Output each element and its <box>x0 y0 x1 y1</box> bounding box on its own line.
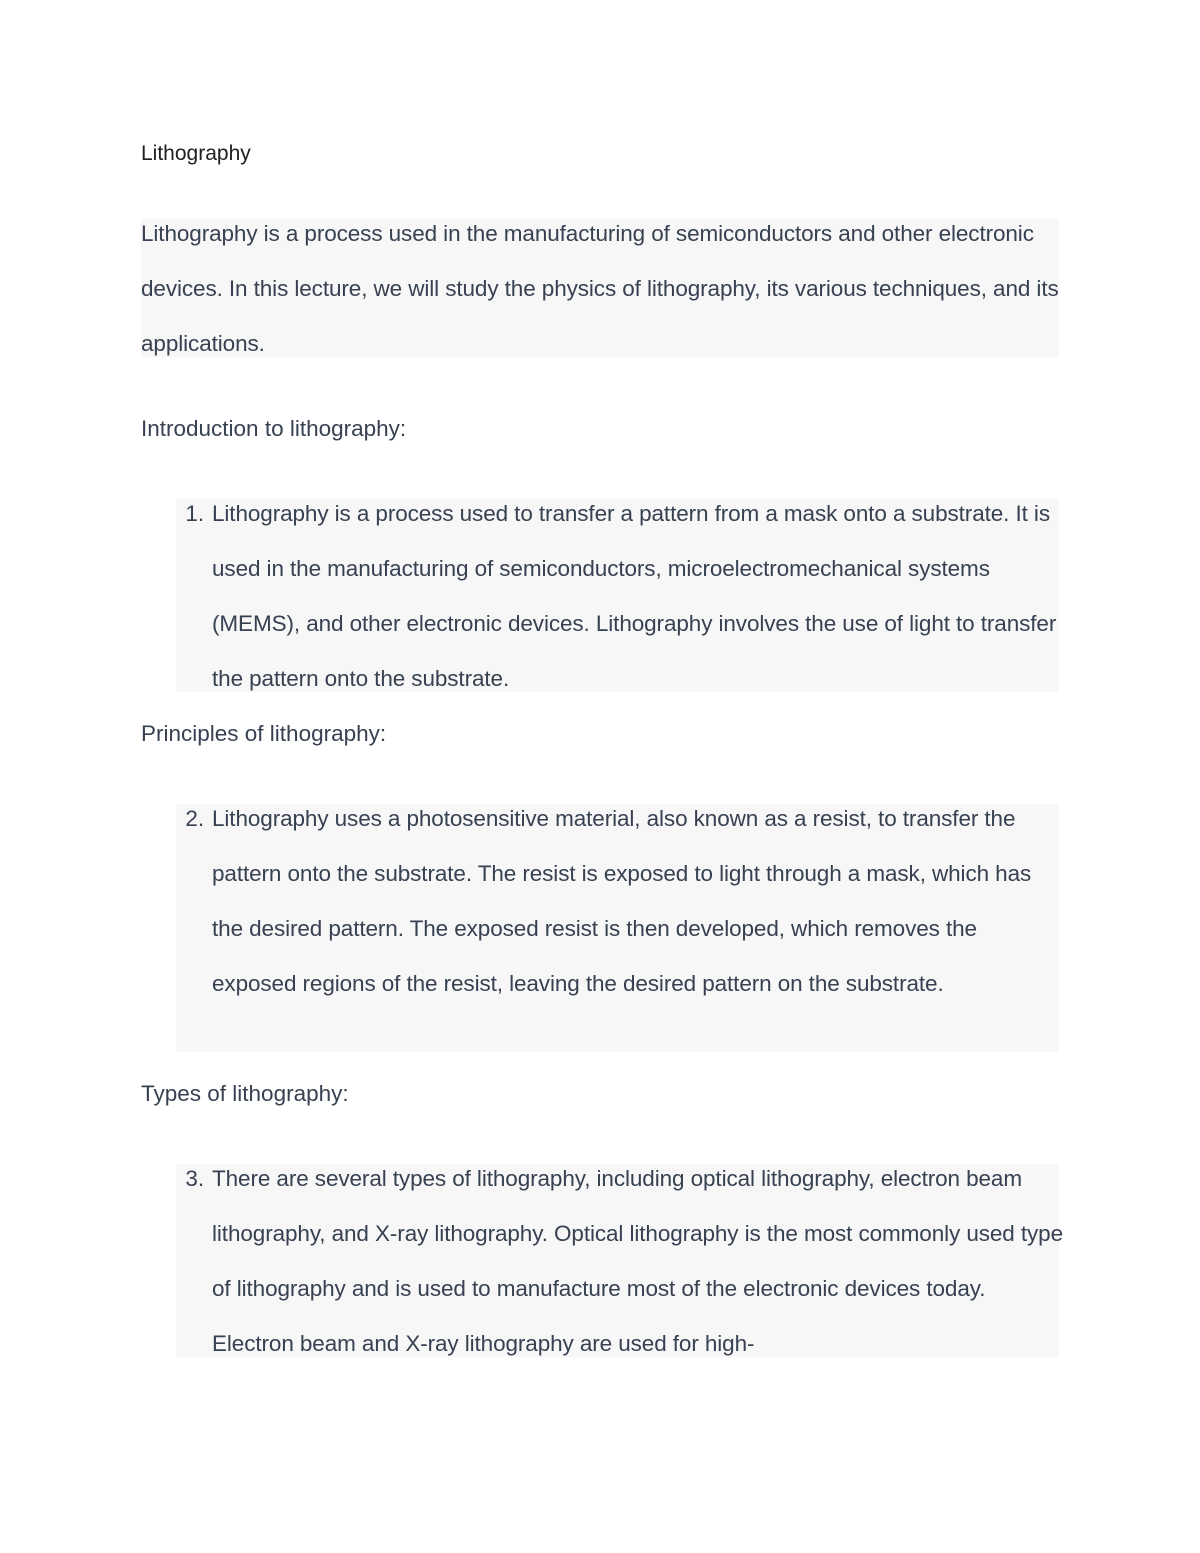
section-heading-types: Types of lithography: <box>141 1081 349 1106</box>
list-item-text: Lithography uses a photosensitive material, also known as a resist, to transfer the pattern onto the substrate. The resist is exposed to light through a mask, which has the desired pattern. The exposed resist is then developed, which removes the exposed regions of the resist, leaving the desired pattern on the substrate. <box>212 806 1032 996</box>
document-title: Lithography <box>141 142 251 165</box>
list-number: 1. <box>185 501 204 526</box>
list-item-text: There are several types of lithography, including optical lithography, electron beam lithography, and X-ray lithography. Optical lithography is the most commonly used type of lithography and is used to manufacture most of the electronic devices today. Electron beam and X-ray lithography are used for high- <box>212 1166 1063 1356</box>
section-heading-principles: Principles of lithography: <box>141 721 387 746</box>
list-item-1 <box>176 499 1059 692</box>
list-item-text: Lithography is a process used to transfer a pattern from a mask onto a substrate. It is used in the manufacturing of semiconductors, microelectromechanical systems (MEMS), and other electronic devices. Lithography involves the use of light to transfer the pattern onto the substrate. <box>212 501 1057 691</box>
list-number: 3. <box>185 1166 204 1191</box>
list-item-2 <box>176 804 1059 1052</box>
list-item-3 <box>176 1164 1063 1357</box>
intro-paragraph: Lithography is a process used in the manufacturing of semiconductors and other electronic devices. In this lecture, we will study the physics of lithography, its various techniques, and its applications. <box>141 221 1059 356</box>
list-number: 2. <box>185 806 204 831</box>
intro-paragraph-block <box>141 219 1059 357</box>
section-heading-introduction: Introduction to lithography: <box>141 416 407 441</box>
